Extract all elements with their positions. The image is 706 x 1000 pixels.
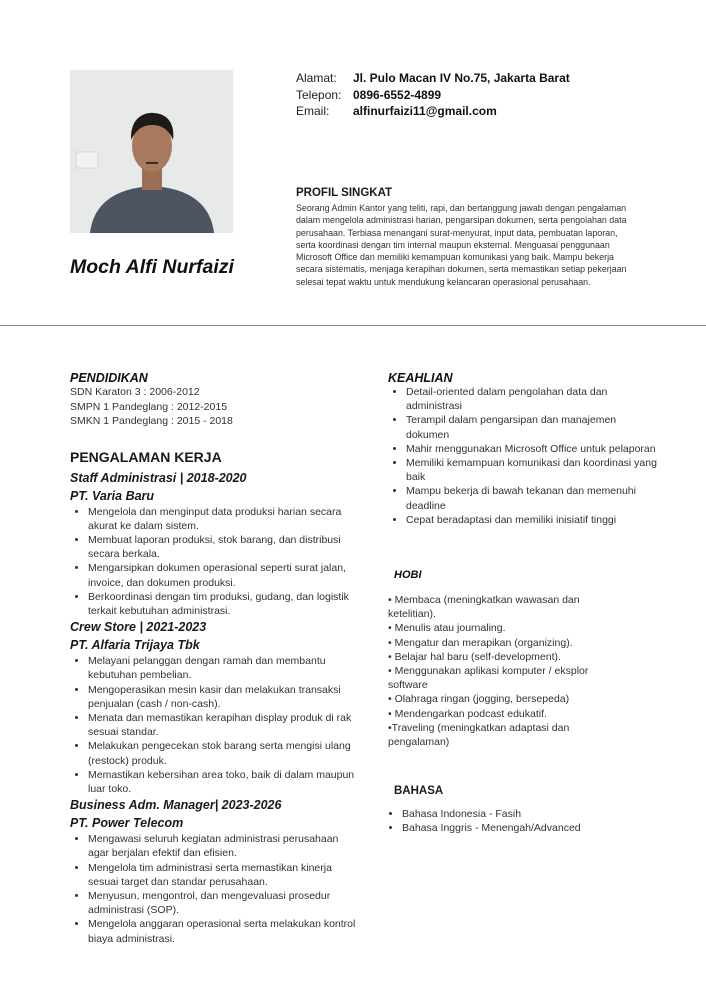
languages-list (388, 807, 658, 835)
address-row (296, 70, 570, 87)
job-tasks (70, 505, 360, 619)
address-value: Jl. Pulo Macan IV No.75, Jakarta Barat (353, 71, 570, 85)
right-column (388, 371, 658, 836)
task-item: • Mengarsipkan dokumen operasional seperti surat jalan, invoice, dan dokumen produksi. (88, 561, 360, 589)
hobby-item: •Traveling (meningkatkan adaptasi dan pengalaman) (388, 721, 570, 749)
email-label: Email: (296, 104, 330, 118)
task-item: • Menyusun, mengontrol, dan mengevaluasi prosedur administrasi (SOP). (88, 889, 360, 917)
skills-title: KEAHLIAN (388, 371, 453, 385)
hobby-item: • Mengatur dan merapikan (organizing). (388, 636, 573, 649)
hobby-item: • Mendengarkan podcast edukatif. (388, 707, 547, 720)
skill-item: • Mampu bekerja di bawah tekanan dan memenuhi deadline (406, 484, 658, 512)
hobbies-list (388, 593, 603, 749)
skill-item: • Mahir menggunakan Microsoft Office untuk pelaporan (406, 442, 658, 456)
address-label: Alamat: (296, 71, 337, 85)
task-item: • Melayani pelanggan dengan ramah dan membantu kebutuhan pembelian. (88, 654, 360, 682)
education-item: SMKN 1 Pandeglang : 2015 - 2018 (70, 415, 233, 427)
hobbies-title: HOBI (394, 569, 422, 582)
task-item: • Berkoordinasi dengan tim produksi, gudang, dan logistik terkait kebutuhan administrasi. (88, 590, 360, 618)
hobby-item: • Olahraga ringan (jogging, bersepeda) (388, 693, 570, 706)
divider (0, 325, 706, 326)
language-item: • Bahasa Inggris - Menengah/Advanced (402, 821, 658, 835)
hobby-item: • Belajar hal baru (self-development). (388, 650, 561, 663)
task-item: • Mengelola anggaran operasional serta melakukan kontrol biaya administrasi. (88, 917, 360, 945)
job-entry (70, 796, 360, 946)
job-company: PT. Varia Baru (70, 488, 155, 503)
job-company: PT. Alfaria Trijaya Tbk (70, 638, 200, 653)
left-column (70, 371, 360, 946)
language-item: • Bahasa Indonesia - Fasih (402, 807, 658, 821)
email-row (296, 103, 570, 120)
education-item: SMPN 1 Pandeglang : 2012-2015 (70, 400, 228, 413)
profile-title: PROFIL SINGKAT (296, 187, 393, 199)
hobby-item: • Menulis atau journaling. (388, 622, 506, 635)
job-entry (70, 618, 360, 796)
task-item: • Menata dan memastikan kerapihan display produk di rak sesuai standar. (88, 711, 360, 739)
contact-info (296, 70, 570, 120)
skill-item: • Terampil dalam pengarsipan dan manajemen dokumen (406, 413, 658, 441)
job-role: Business Adm. Manager| 2023-2026 (70, 798, 282, 813)
job-role: Crew Store | 2021-2023 (70, 620, 207, 635)
task-item: • Mengoperasikan mesin kasir dan melakukan transaksi penjualan (cash / non-cash). (88, 683, 360, 711)
job-role: Staff Administrasi | 2018-2020 (70, 470, 247, 485)
candidate-name: Moch Alfi Nurfaizi (70, 256, 234, 278)
phone-row (296, 87, 570, 104)
languages-title: BAHASA (394, 785, 444, 798)
task-item: • Mengelola dan menginput data produksi harian secara akurat ke dalam sistem. (88, 505, 360, 533)
profile-photo (70, 70, 233, 233)
hobby-item: • Membaca (meningkatkan wawasan dan ketelitian). (388, 594, 580, 621)
job-entry (70, 469, 360, 619)
task-item: • Memastikan kebersihan area toko, baik di dalam maupun luar toko. (88, 768, 360, 796)
phone-value: 0896-6552-4899 (353, 87, 442, 102)
task-item: • Mengelola tim administrasi serta memastikan kinerja sesuai target dan standar perusahaan. (88, 861, 360, 889)
phone-label: Telepon: (296, 87, 342, 102)
hobby-item: • Menggunakan aplikasi komputer / eksplor software (388, 665, 589, 692)
skill-item: • Cepat beradaptasi dan memiliki inisiatif tinggi (406, 513, 658, 527)
education-title: PENDIDIKAN (70, 371, 148, 385)
task-item: • Membuat laporan produksi, stok barang, dan distribusi secara berkala. (88, 533, 360, 561)
job-tasks (70, 832, 360, 946)
education-item: SDN Karaton 3 : 2006-2012 (70, 386, 200, 398)
job-tasks (70, 654, 360, 796)
email-value: alfinurfaizi11@gmail.com (353, 104, 497, 118)
skill-item: • Memiliki kemampuan komunikasi dan koordinasi yang baik (406, 456, 658, 484)
person-photo-icon (70, 70, 233, 233)
task-item: • Mengawasi seluruh kegiatan administrasi perusahaan agar berjalan efektif dan efisien. (88, 832, 360, 860)
task-item: • Melakukan pengecekan stok barang serta mengisi ulang (restock) produk. (88, 739, 360, 767)
skills-list (388, 385, 658, 527)
profile-section (296, 187, 636, 288)
profile-text: Seorang Admin Kantor yang teliti, rapi, dan bertanggung jawab dengan pengalaman dalam mengelola administrasi harian, pengarsipan dokumen, serta pengolahan data perusahaan. Terbiasa menangani surat-menyurat, input data, pembuatan laporan, serta koordinasi dengan tim internal maupun eksternal. Menguasai penggunaan Microsoft Office dan memiliki kemampuan komunikasi yang baik. Mampu bekerja secara sistematis, menjaga kerapihan dokumen, serta memastikan setiap pekerjaan selesai tepat waktu untuk mendukung kelancaran operasional perusahaan. (296, 203, 627, 287)
experience-title: PENGALAMAN KERJA (70, 448, 222, 465)
skill-item: • Detail-oriented dalam pengolahan data dan administrasi (406, 385, 658, 413)
job-company: PT. Power Telecom (70, 816, 184, 831)
